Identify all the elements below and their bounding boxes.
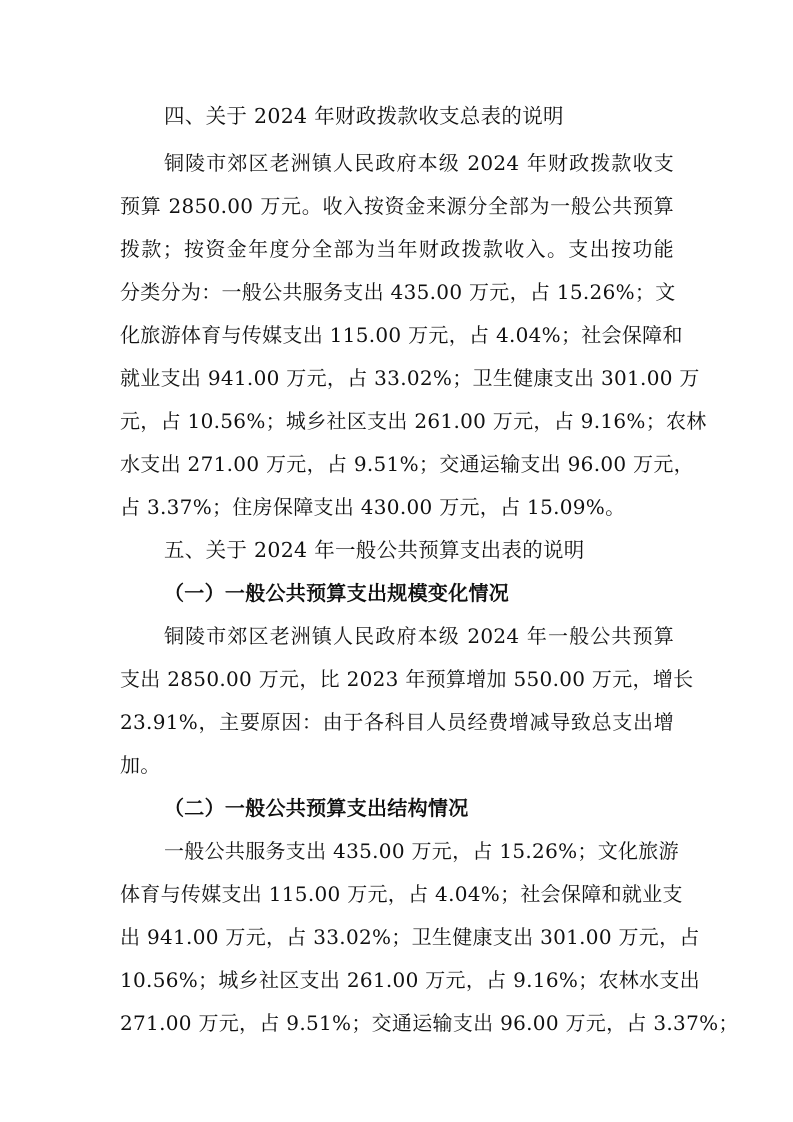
section-4-paragraph-line: 化旅游体育与传媒支出 115.00 万元，占 4.04%；社会保障和 (120, 323, 683, 347)
section-4-paragraph-line: 水支出 271.00 万元，占 9.51%；交通运输支出 96.00 万元， (120, 452, 694, 476)
section-4-paragraph-line: 预算 2850.00 万元。收入按资金来源分全部为一般公共预算 (120, 194, 674, 218)
subsection-2-heading: （二）一般公共预算支出结构情况 (164, 796, 469, 820)
subsection-2-paragraph-line: 271.00 万元，占 9.51%；交通运输支出 96.00 万元，占 3.37%； (120, 1011, 739, 1035)
subsection-2-paragraph-line: 出 941.00 万元，占 33.02%；卫生健康支出 301.00 万元，占 (120, 925, 700, 949)
subsection-1-paragraph-line: 23.91%，主要原因：由于各科目人员经费增减导致总支出增 (120, 710, 674, 734)
subsection-1-heading: （一）一般公共预算支出规模变化情况 (164, 581, 510, 605)
section-4-paragraph-line: 分类分为：一般公共服务支出 435.00 万元，占 15.26%；文 (120, 280, 676, 304)
subsection-2-paragraph-line: 体育与传媒支出 115.00 万元，占 4.04%；社会保障和就业支 (120, 882, 683, 906)
subsection-1-paragraph-line: 支出 2850.00 万元，比 2023 年预算增加 550.00 万元，增长 (120, 667, 694, 691)
section-5-heading: 五、关于 2024 年一般公共预算支出表的说明 (164, 538, 585, 562)
section-4-heading: 四、关于 2024 年财政拨款收支总表的说明 (164, 104, 564, 128)
section-4-paragraph-line: 铜陵市郊区老洲镇人民政府本级 2024 年财政拨款收支 (164, 151, 674, 175)
section-4-paragraph-line: 占 3.37%；住房保障支出 430.00 万元，占 15.09%。 (120, 495, 626, 519)
subsection-1-paragraph-line: 加。 (120, 753, 161, 777)
subsection-2-paragraph-line: 一般公共服务支出 435.00 万元，占 15.26%；文化旅游 (164, 839, 679, 863)
subsection-1-paragraph-line: 铜陵市郊区老洲镇人民政府本级 2024 年一般公共预算 (164, 624, 674, 648)
section-4-paragraph-line: 元，占 10.56%；城乡社区支出 261.00 万元，占 9.16%；农林 (120, 409, 707, 433)
section-4-paragraph-line: 拨款；按资金年度分全部为当年财政拨款收入。支出按功能 (120, 237, 674, 261)
subsection-2-paragraph-line: 10.56%；城乡社区支出 261.00 万元，占 9.16%；农林水支出 (120, 968, 700, 992)
section-4-paragraph-line: 就业支出 941.00 万元，占 33.02%；卫生健康支出 301.00 万 (120, 366, 700, 390)
